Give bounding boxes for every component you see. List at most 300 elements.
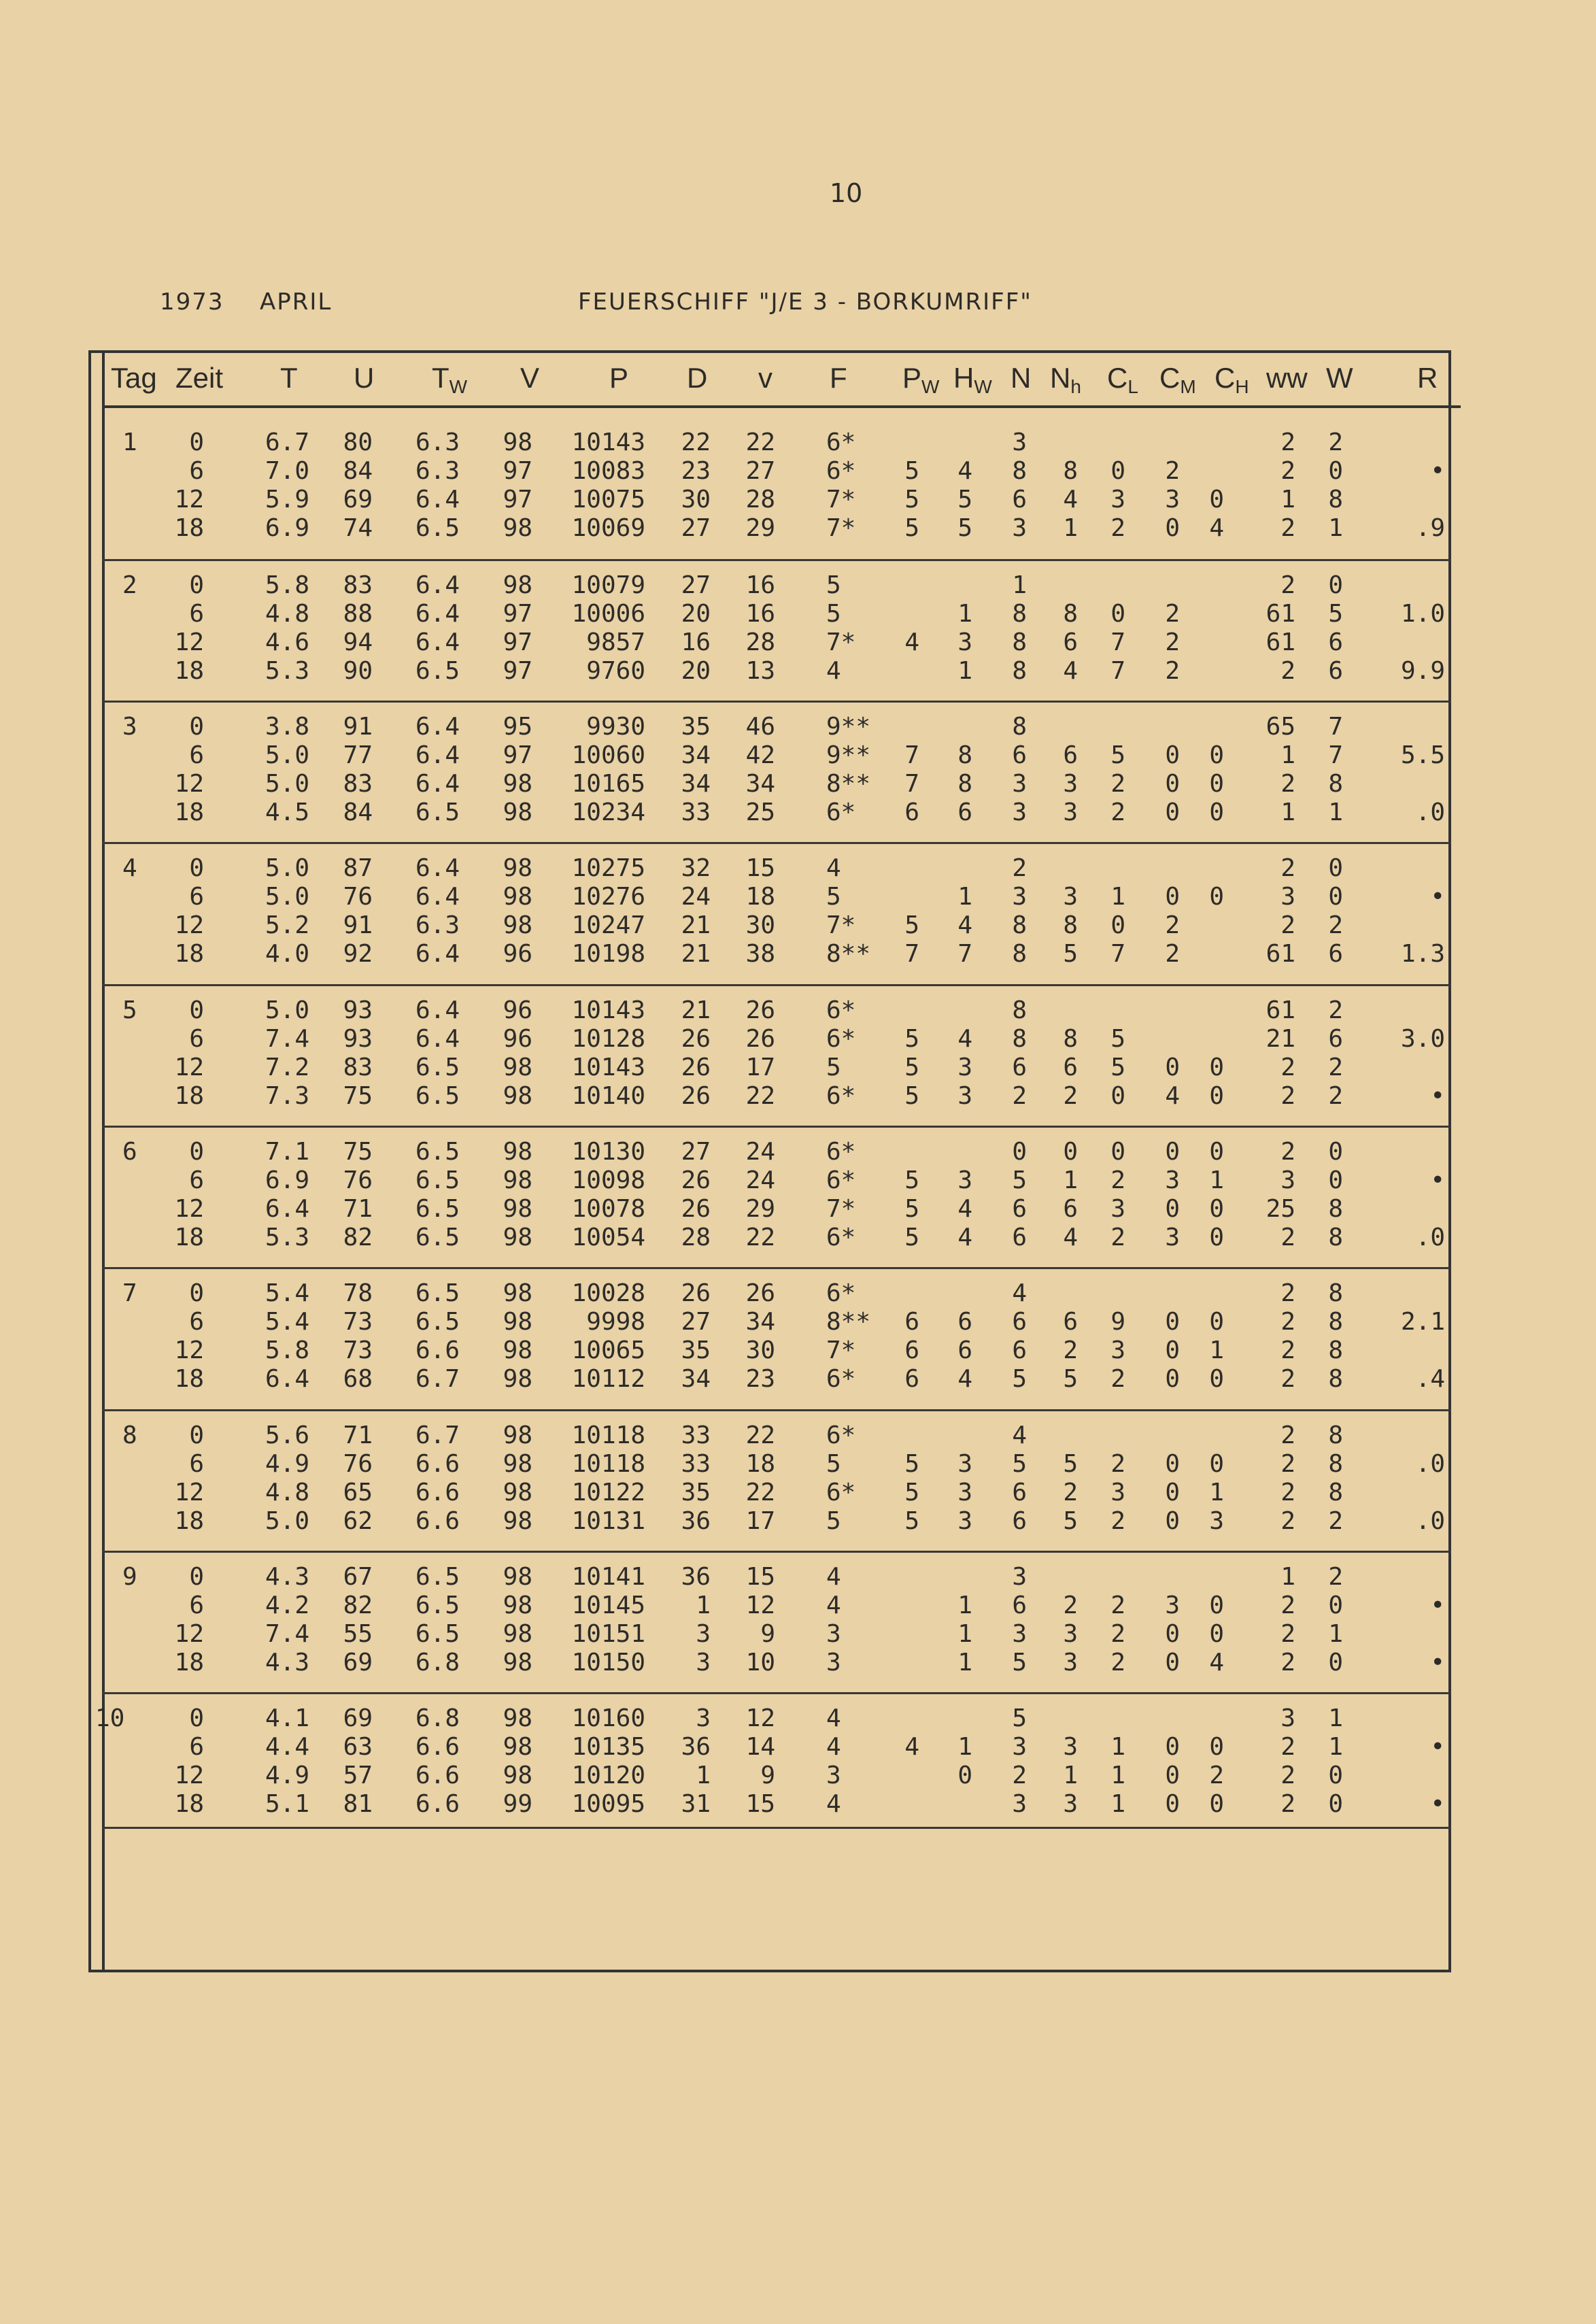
cell-d: 33 [681,1421,711,1449]
cell-pw: 7 [904,770,919,798]
cell-v: 98 [503,1195,532,1223]
cell-nh: 2 [1063,1479,1078,1506]
cell-t: 5.3 [265,657,309,685]
cell-v2: 26 [745,1025,775,1053]
cell-ch: 0 [1209,1082,1224,1110]
cell-v2: 18 [745,883,775,911]
cell-u: 68 [343,1365,373,1393]
col-header-nh-sub: h [1070,376,1081,397]
cell-tw: 6.5 [415,1054,460,1081]
cell-v2: 26 [745,996,775,1024]
cell-v2: 23 [745,1365,775,1393]
cell-v2: 12 [745,1704,775,1732]
cell-d: 27 [681,571,711,599]
col-header-hw-main: H [953,362,974,394]
cell-hw: 4 [957,1025,972,1053]
cell-p: 10078 [571,1195,645,1223]
cell-u: 82 [343,1592,373,1619]
cell-v: 96 [503,996,532,1024]
cell-v2: 29 [745,514,775,542]
cell-d: 36 [681,1733,711,1761]
cell-t: 4.9 [265,1762,309,1789]
cell-tw: 6.5 [415,1279,460,1307]
col-header-pw-main: P [902,362,922,394]
cell-n: 5 [1012,1649,1027,1677]
cell-pw: 5 [904,1166,919,1194]
cell-cl: 0 [1110,1138,1125,1166]
cell-d: 26 [681,1166,711,1194]
cell-zeit: 6 [189,741,204,769]
col-header-tw-main: T [432,362,449,394]
cell-nh: 3 [1063,798,1078,826]
cell-f: 4 [826,1790,841,1818]
cell-nh: 4 [1063,1224,1078,1251]
cell-u: 73 [343,1308,373,1336]
cell-p: 10083 [571,457,645,485]
cell-cl: 1 [1110,1762,1125,1789]
cell-f: 3 [826,1620,841,1648]
cell-nh: 5 [1063,940,1078,968]
cell-v: 97 [503,600,532,628]
cell-p: 10141 [571,1563,645,1591]
col-header-cl-sub: L [1127,376,1138,397]
cell-v2: 22 [745,1082,775,1110]
cell-cl: 5 [1110,1054,1125,1081]
cell-tw: 6.5 [415,1224,460,1251]
cell-zeit: 0 [189,1704,204,1732]
cell-tw: 6.8 [415,1704,460,1732]
cell-cm: 2 [1165,457,1180,485]
day-label: 1 [122,428,137,456]
cell-ch: 0 [1209,798,1224,826]
cell-pw: 6 [904,1308,919,1336]
col-header-nh-main: N [1050,362,1071,394]
cell-v: 98 [503,428,532,456]
cell-f: 5 [826,571,841,599]
cell-v2: 22 [745,1224,775,1251]
cell-v: 98 [503,1054,532,1081]
cell-n: 6 [1012,486,1027,513]
cell-p: 9930 [586,713,645,741]
cell-v2: 13 [745,657,775,685]
cell-n: 6 [1012,1592,1027,1619]
day-separator [102,701,1451,703]
cell-d: 16 [681,628,711,656]
cell-cl: 3 [1110,1195,1125,1223]
cell-r: .9 [1415,514,1445,542]
cell-cl: 5 [1110,1025,1125,1053]
cell-u: 82 [343,1224,373,1251]
cell-v2: 46 [745,713,775,741]
cell-u: 75 [343,1082,373,1110]
cell-w: 0 [1328,1138,1343,1166]
cell-hw: 3 [957,1450,972,1478]
cell-u: 90 [343,657,373,685]
cell-cm: 0 [1165,1336,1180,1364]
cell-w: 8 [1328,1336,1343,1364]
cell-hw: 1 [957,1620,972,1648]
cell-w: 0 [1328,854,1343,882]
cell-ch: 2 [1209,1762,1224,1789]
cell-r: • [1430,457,1445,485]
cell-v2: 42 [745,741,775,769]
cell-ww: 61 [1266,940,1295,968]
cell-u: 78 [343,1279,373,1307]
cell-v2: 15 [745,1563,775,1591]
cell-hw: 1 [957,657,972,685]
cell-hw: 4 [957,1224,972,1251]
cell-t: 5.0 [265,996,309,1024]
cell-r: • [1430,1082,1445,1110]
cell-n: 6 [1012,1195,1027,1223]
cell-w: 2 [1328,1507,1343,1535]
cell-v: 98 [503,1563,532,1591]
cell-t: 5.8 [265,1336,309,1364]
cell-tw: 6.8 [415,1649,460,1677]
cell-u: 74 [343,514,373,542]
cell-w: 1 [1328,1620,1343,1648]
col-header-p: P [609,362,629,394]
cell-zeit: 18 [174,1365,204,1393]
cell-nh: 2 [1063,1336,1078,1364]
cell-w: 2 [1328,911,1343,939]
cell-tw: 6.4 [415,883,460,911]
cell-v: 98 [503,1620,532,1648]
cell-nh: 1 [1063,1762,1078,1789]
col-header-v: V [520,362,540,394]
cell-zeit: 18 [174,1082,204,1110]
cell-w: 1 [1328,1704,1343,1732]
cell-ww: 2 [1280,657,1295,685]
cell-nh: 1 [1063,514,1078,542]
cell-ch: 0 [1209,1054,1224,1081]
cell-p: 10247 [571,911,645,939]
cell-ww: 2 [1280,1620,1295,1648]
cell-cl: 3 [1110,486,1125,513]
cell-t: 5.8 [265,571,309,599]
cell-n: 6 [1012,741,1027,769]
cell-r: .0 [1415,1450,1445,1478]
cell-t: 5.0 [265,770,309,798]
cell-zeit: 6 [189,1308,204,1336]
cell-u: 57 [343,1762,373,1789]
cell-r: • [1430,1592,1445,1619]
cell-t: 4.1 [265,1704,309,1732]
cell-cl: 2 [1110,1620,1125,1648]
cell-v2: 28 [745,486,775,513]
col-header-d: D [687,362,708,394]
cell-ww: 2 [1280,770,1295,798]
cell-r: 1.3 [1400,940,1445,968]
cell-pw: 5 [904,1082,919,1110]
cell-tw: 6.6 [415,1507,460,1535]
cell-d: 36 [681,1507,711,1535]
cell-pw: 7 [904,741,919,769]
cell-zeit: 18 [174,1649,204,1677]
cell-d: 1 [696,1762,711,1789]
cell-p: 10098 [571,1166,645,1194]
cell-pw: 5 [904,1054,919,1081]
cell-p: 10143 [571,996,645,1024]
cell-w: 0 [1328,571,1343,599]
cell-n: 3 [1012,883,1027,911]
cell-u: 62 [343,1507,373,1535]
cell-w: 8 [1328,1421,1343,1449]
cell-nh: 8 [1063,1025,1078,1053]
cell-p: 10130 [571,1138,645,1166]
cell-cl: 0 [1110,600,1125,628]
cell-zeit: 12 [174,1054,204,1081]
cell-ww: 2 [1280,1082,1295,1110]
cell-f: 8** [826,1308,871,1336]
cell-n: 8 [1012,996,1027,1024]
cell-cl: 2 [1110,798,1125,826]
cell-t: 6.9 [265,1166,309,1194]
cell-n: 8 [1012,713,1027,741]
cell-v: 98 [503,1138,532,1166]
cell-pw: 4 [904,1733,919,1761]
cell-v: 97 [503,628,532,656]
cell-w: 2 [1328,996,1343,1024]
cell-hw: 8 [957,770,972,798]
cell-u: 67 [343,1563,373,1591]
cell-nh: 3 [1063,1790,1078,1818]
cell-d: 21 [681,996,711,1024]
cell-d: 20 [681,657,711,685]
cell-v2: 12 [745,1592,775,1619]
cell-pw: 5 [904,1450,919,1478]
cell-ch: 3 [1209,1507,1224,1535]
cell-p: 10028 [571,1279,645,1307]
cell-ch: 0 [1209,883,1224,911]
cell-r: .0 [1415,1224,1445,1251]
cell-f: 5 [826,1054,841,1081]
cell-cl: 1 [1110,1790,1125,1818]
cell-tw: 6.4 [415,571,460,599]
cell-cm: 2 [1165,911,1180,939]
cell-tw: 6.5 [415,1308,460,1336]
cell-ww: 61 [1266,600,1295,628]
cell-n: 3 [1012,514,1027,542]
cell-ch: 0 [1209,1224,1224,1251]
cell-zeit: 12 [174,770,204,798]
cell-cl: 7 [1110,628,1125,656]
cell-u: 80 [343,428,373,456]
cell-f: 6* [826,1224,856,1251]
cell-cm: 2 [1165,940,1180,968]
cell-u: 83 [343,571,373,599]
cell-v2: 9 [760,1762,775,1789]
cell-hw: 3 [957,1082,972,1110]
cell-p: 9998 [586,1308,645,1336]
cell-d: 22 [681,428,711,456]
cell-pw: 4 [904,628,919,656]
cell-p: 10054 [571,1224,645,1251]
cell-cl: 2 [1110,514,1125,542]
cell-nh: 2 [1063,1592,1078,1619]
cell-pw: 5 [904,514,919,542]
cell-cl: 1 [1110,1733,1125,1761]
cell-tw: 6.7 [415,1421,460,1449]
cell-d: 33 [681,1450,711,1478]
cell-tw: 6.6 [415,1733,460,1761]
cell-tw: 6.5 [415,1166,460,1194]
cell-v: 98 [503,571,532,599]
day-separator [102,1692,1451,1694]
cell-r: 5.5 [1400,741,1445,769]
cell-v: 98 [503,1450,532,1478]
cell-u: 94 [343,628,373,656]
cell-zeit: 0 [189,1138,204,1166]
cell-d: 30 [681,486,711,513]
cell-d: 32 [681,854,711,882]
cell-v: 98 [503,1507,532,1535]
cell-f: 4 [826,1563,841,1591]
cell-w: 2 [1328,1054,1343,1081]
cell-u: 71 [343,1195,373,1223]
cell-d: 34 [681,770,711,798]
cell-v2: 34 [745,1308,775,1336]
cell-cl: 2 [1110,770,1125,798]
cell-cm: 0 [1165,1620,1180,1648]
cell-f: 4 [826,657,841,685]
cell-w: 1 [1328,514,1343,542]
cell-f: 7* [826,1336,856,1364]
cell-d: 26 [681,1054,711,1081]
cell-hw: 5 [957,486,972,513]
cell-p: 10112 [571,1365,645,1393]
cell-ww: 2 [1280,1649,1295,1677]
col-header-pw-sub: W [921,376,940,397]
cell-p: 10065 [571,1336,645,1364]
cell-u: 63 [343,1733,373,1761]
cell-u: 83 [343,770,373,798]
cell-f: 6* [826,1365,856,1393]
cell-hw: 4 [957,911,972,939]
cell-cm: 2 [1165,657,1180,685]
cell-hw: 3 [957,1479,972,1506]
cell-ww: 2 [1280,1762,1295,1789]
cell-cl: 9 [1110,1308,1125,1336]
cell-p: 10060 [571,741,645,769]
cell-pw: 6 [904,1365,919,1393]
cell-hw: 6 [957,1308,972,1336]
cell-nh: 6 [1063,628,1078,656]
cell-t: 5.0 [265,854,309,882]
cell-d: 36 [681,1563,711,1591]
cell-pw: 6 [904,1336,919,1364]
cell-tw: 6.5 [415,1195,460,1223]
cell-w: 0 [1328,1649,1343,1677]
cell-t: 4.3 [265,1563,309,1591]
cell-zeit: 12 [174,1620,204,1648]
cell-f: 6* [826,1421,856,1449]
cell-hw: 1 [957,1649,972,1677]
cell-ch: 0 [1209,1138,1224,1166]
cell-ww: 2 [1280,1790,1295,1818]
cell-nh: 6 [1063,1195,1078,1223]
cell-p: 10143 [571,428,645,456]
cell-f: 6* [826,1279,856,1307]
cell-tw: 6.5 [415,798,460,826]
cell-zeit: 12 [174,1336,204,1364]
cell-v2: 22 [745,1421,775,1449]
cell-zeit: 12 [174,628,204,656]
cell-n: 2 [1012,1082,1027,1110]
cell-w: 6 [1328,1025,1343,1053]
cell-tw: 6.5 [415,1620,460,1648]
cell-nh: 3 [1063,1733,1078,1761]
cell-d: 20 [681,600,711,628]
cell-u: 71 [343,1421,373,1449]
header-year: 1973 [160,288,224,316]
cell-v: 97 [503,457,532,485]
col-header-cm-sub: M [1180,376,1196,397]
cell-cm: 3 [1165,1592,1180,1619]
cell-cm: 0 [1165,741,1180,769]
cell-cl: 0 [1110,911,1125,939]
cell-ww: 2 [1280,911,1295,939]
cell-r: • [1430,1166,1445,1194]
cell-w: 8 [1328,1279,1343,1307]
cell-pw: 5 [904,1507,919,1535]
cell-n: 3 [1012,1790,1027,1818]
cell-zeit: 6 [189,457,204,485]
cell-f: 4 [826,1704,841,1732]
cell-ch: 0 [1209,1733,1224,1761]
cell-n: 6 [1012,1308,1027,1336]
day-label: 6 [122,1138,137,1166]
header-month: APRIL [260,288,333,316]
cell-f: 3 [826,1649,841,1677]
cell-zeit: 18 [174,940,204,968]
cell-n: 8 [1012,911,1027,939]
cell-u: 55 [343,1620,373,1648]
col-header-w: W [1326,362,1353,394]
cell-tw: 6.6 [415,1336,460,1364]
cell-r: • [1430,1649,1445,1677]
cell-nh: 8 [1063,600,1078,628]
cell-n: 5 [1012,1365,1027,1393]
cell-tw: 6.4 [415,628,460,656]
cell-t: 7.0 [265,457,309,485]
cell-r: 9.9 [1400,657,1445,685]
cell-cm: 3 [1165,1224,1180,1251]
cell-ch: 0 [1209,1450,1224,1478]
cell-cl: 2 [1110,1166,1125,1194]
cell-v2: 22 [745,1479,775,1506]
cell-hw: 7 [957,940,972,968]
cell-p: 10145 [571,1592,645,1619]
cell-w: 1 [1328,798,1343,826]
day-separator [102,1551,1451,1553]
cell-pw: 5 [904,1479,919,1506]
cell-w: 6 [1328,657,1343,685]
col-header-zeit: Zeit [175,362,224,394]
cell-tw: 6.6 [415,1450,460,1478]
cell-w: 8 [1328,486,1343,513]
cell-d: 23 [681,457,711,485]
cell-t: 5.4 [265,1308,309,1336]
cell-f: 8** [826,770,871,798]
cell-d: 26 [681,1195,711,1223]
cell-hw: 3 [957,1166,972,1194]
day-label: 5 [122,996,137,1024]
cell-t: 4.3 [265,1649,309,1677]
cell-ww: 61 [1266,628,1295,656]
cell-zeit: 18 [174,514,204,542]
cell-hw: 1 [957,600,972,628]
